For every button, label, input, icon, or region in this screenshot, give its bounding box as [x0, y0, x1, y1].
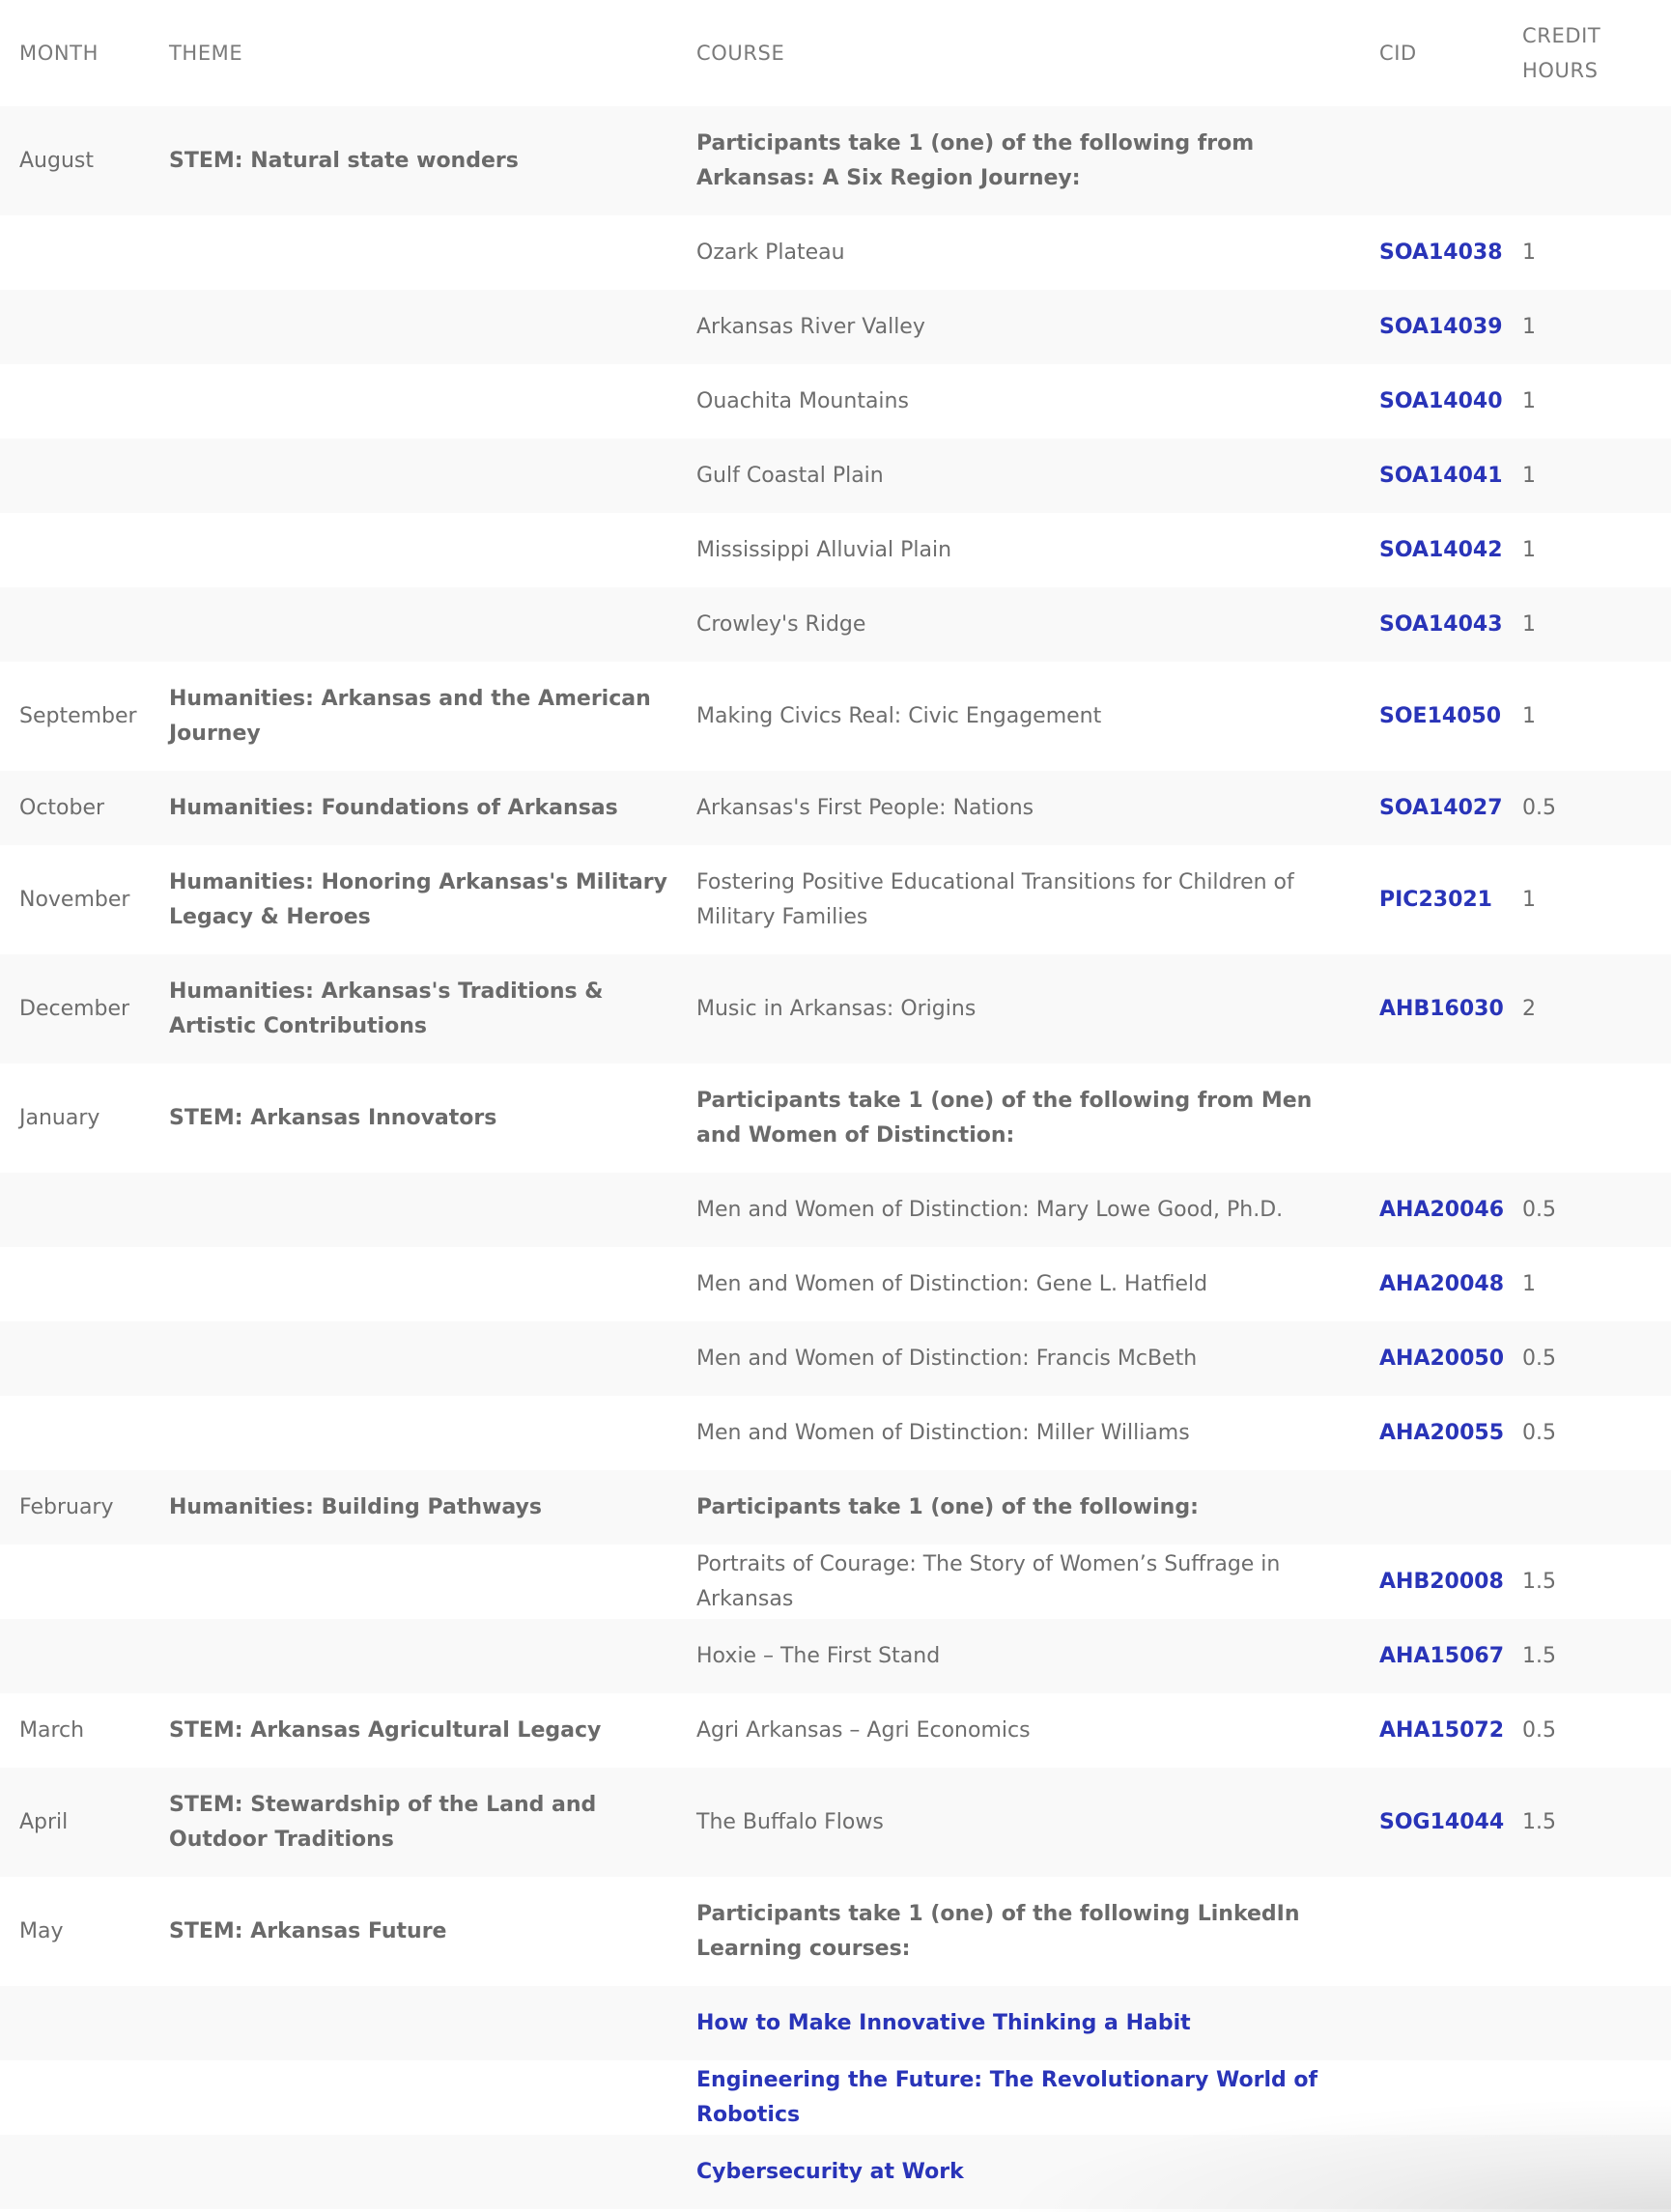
course-cell: Participants take 1 (one) of the following from Arkansas: A Six Region Journey: — [696, 130, 1255, 190]
course-cell: Crowley's Ridge — [696, 611, 866, 637]
course-cell: Fostering Positive Educational Transitions for Children of Military Families — [696, 869, 1294, 929]
table-row — [0, 1321, 1671, 1396]
theme-cell: STEM: Natural state wonders — [169, 148, 519, 173]
month-cell: September — [19, 703, 137, 728]
theme-cell: Humanities: Honoring Arkansas's Military Legacy & Heroes — [169, 869, 667, 929]
course-cell: Men and Women of Distinction: Mary Lowe Good, Ph.D. — [696, 1197, 1284, 1222]
month-cell: October — [19, 795, 105, 820]
header-credit-line1: CREDIT — [1522, 24, 1601, 47]
cid-link[interactable]: PIC23021 — [1379, 887, 1492, 912]
credit-cell: 1.5 — [1522, 1643, 1556, 1668]
table-row — [0, 1986, 1671, 2060]
credit-cell: 0.5 — [1522, 1346, 1556, 1371]
credit-cell: 1 — [1522, 887, 1536, 912]
cid-link[interactable]: SOE14050 — [1379, 703, 1502, 728]
course-cell: Portraits of Courage: The Story of Women’s Suffrage in Arkansas — [696, 1551, 1281, 1611]
table-row — [0, 1619, 1671, 1693]
theme-cell: Humanities: Building Pathways — [169, 1494, 542, 1519]
month-cell: April — [19, 1809, 69, 1834]
credit-cell: 1 — [1522, 388, 1536, 413]
credit-cell: 1 — [1522, 537, 1536, 562]
table-row — [0, 771, 1671, 845]
course-link[interactable]: Cybersecurity at Work — [696, 2159, 964, 2184]
course-cell: Music in Arkansas: Origins — [696, 996, 977, 1021]
table-row — [0, 954, 1671, 1063]
credit-cell: 0.5 — [1522, 795, 1556, 820]
credit-cell: 1 — [1522, 314, 1536, 339]
credit-cell: 1 — [1522, 611, 1536, 637]
table-row — [0, 106, 1671, 215]
table-row — [0, 364, 1671, 439]
course-cell: Participants take 1 (one) of the following from Men and Women of Distinction: — [696, 1088, 1313, 1148]
month-cell: August — [19, 148, 94, 173]
theme-cell: Humanities: Arkansas's Traditions & Artistic Contributions — [169, 978, 604, 1038]
cid-link[interactable]: AHA20055 — [1379, 1420, 1505, 1445]
cid-link[interactable]: AHA15072 — [1379, 1717, 1505, 1743]
course-cell: Men and Women of Distinction: Francis McBeth — [696, 1346, 1198, 1371]
course-cell: Making Civics Real: Civic Engagement — [696, 703, 1102, 728]
course-cell: Arkansas's First People: Nations — [696, 795, 1034, 820]
credit-cell: 0.5 — [1522, 1717, 1556, 1743]
course-cell: Men and Women of Distinction: Miller Williams — [696, 1420, 1190, 1445]
theme-cell: Humanities: Foundations of Arkansas — [169, 795, 618, 820]
credit-cell: 1.5 — [1522, 1569, 1556, 1594]
table-header — [0, 0, 1671, 106]
cid-link[interactable]: AHB16030 — [1379, 996, 1504, 1021]
month-cell: May — [19, 1918, 64, 1943]
cid-link[interactable]: SOA14038 — [1379, 240, 1503, 265]
credit-cell: 1 — [1522, 463, 1536, 488]
table-row — [0, 1063, 1671, 1173]
course-cell: Arkansas River Valley — [696, 314, 925, 339]
month-cell: February — [19, 1494, 114, 1519]
table-row — [0, 1768, 1671, 1877]
header-cid: CID — [1379, 42, 1417, 65]
course-cell: Hoxie – The First Stand — [696, 1643, 941, 1668]
credit-cell: 1 — [1522, 240, 1536, 265]
cid-link[interactable]: AHA20046 — [1379, 1197, 1505, 1222]
cid-link[interactable]: AHA20048 — [1379, 1271, 1505, 1296]
cid-link[interactable]: AHA15067 — [1379, 1643, 1505, 1668]
month-cell: March — [19, 1717, 85, 1743]
table-row — [0, 1396, 1671, 1470]
cid-link[interactable]: SOA14043 — [1379, 611, 1503, 637]
header-credit-line2: HOURS — [1522, 59, 1599, 82]
cid-link[interactable]: SOA14042 — [1379, 537, 1503, 562]
cid-link[interactable]: AHA20050 — [1379, 1346, 1505, 1371]
theme-cell: Humanities: Arkansas and the American Journey — [169, 686, 651, 746]
cid-link[interactable]: SOA14027 — [1379, 795, 1503, 820]
month-cell: November — [19, 887, 130, 912]
header-course: COURSE — [696, 42, 785, 65]
credit-cell: 0.5 — [1522, 1420, 1556, 1445]
table-row — [0, 215, 1671, 290]
credit-cell: 1 — [1522, 1271, 1536, 1296]
table-row — [0, 2060, 1671, 2135]
course-cell: Participants take 1 (one) of the following LinkedIn Learning courses: — [696, 1901, 1300, 1961]
table-row — [0, 513, 1671, 587]
course-link[interactable]: Engineering the Future: The Revolutionary World of Robotics — [696, 2067, 1318, 2127]
course-cell: Agri Arkansas – Agri Economics — [696, 1717, 1031, 1743]
credit-cell: 2 — [1522, 996, 1536, 1021]
course-cell: Ozark Plateau — [696, 240, 845, 265]
table-row — [0, 1545, 1671, 1619]
header-theme: THEME — [169, 42, 243, 65]
cid-link[interactable]: SOA14039 — [1379, 314, 1503, 339]
course-cell: Participants take 1 (one) of the following: — [696, 1494, 1199, 1519]
table-row — [0, 290, 1671, 364]
table-row — [0, 845, 1671, 954]
course-cell: Mississippi Alluvial Plain — [696, 537, 952, 562]
course-cell: Gulf Coastal Plain — [696, 463, 884, 488]
theme-cell: STEM: Arkansas Future — [169, 1918, 447, 1943]
theme-cell: STEM: Stewardship of the Land and Outdoor Traditions — [169, 1792, 597, 1852]
table-row — [0, 2135, 1671, 2209]
header-month: MONTH — [19, 42, 99, 65]
course-link[interactable]: How to Make Innovative Thinking a Habit — [696, 2010, 1191, 2035]
table-row — [0, 662, 1671, 771]
header-credit-hours — [1522, 18, 1671, 88]
cid-link[interactable]: SOA14040 — [1379, 388, 1503, 413]
table-row — [0, 1247, 1671, 1321]
course-cell: The Buffalo Flows — [696, 1809, 884, 1834]
course-cell: Men and Women of Distinction: Gene L. Hatfield — [696, 1271, 1208, 1296]
cid-link[interactable]: SOG14044 — [1379, 1809, 1505, 1834]
theme-cell: STEM: Arkansas Innovators — [169, 1105, 497, 1130]
month-cell: January — [19, 1105, 100, 1130]
table-row — [0, 1173, 1671, 1247]
table-row — [0, 1693, 1671, 1768]
credit-cell: 1 — [1522, 703, 1536, 728]
theme-cell: STEM: Arkansas Agricultural Legacy — [169, 1717, 602, 1743]
table-row — [0, 1877, 1671, 1986]
month-cell: December — [19, 996, 130, 1021]
credit-cell: 1.5 — [1522, 1809, 1556, 1834]
cid-link[interactable]: SOA14041 — [1379, 463, 1503, 488]
table-row — [0, 587, 1671, 662]
table-row — [0, 1470, 1671, 1545]
credit-cell: 0.5 — [1522, 1197, 1556, 1222]
table-row — [0, 439, 1671, 513]
course-cell: Ouachita Mountains — [696, 388, 909, 413]
cid-link[interactable]: AHB20008 — [1379, 1569, 1504, 1594]
